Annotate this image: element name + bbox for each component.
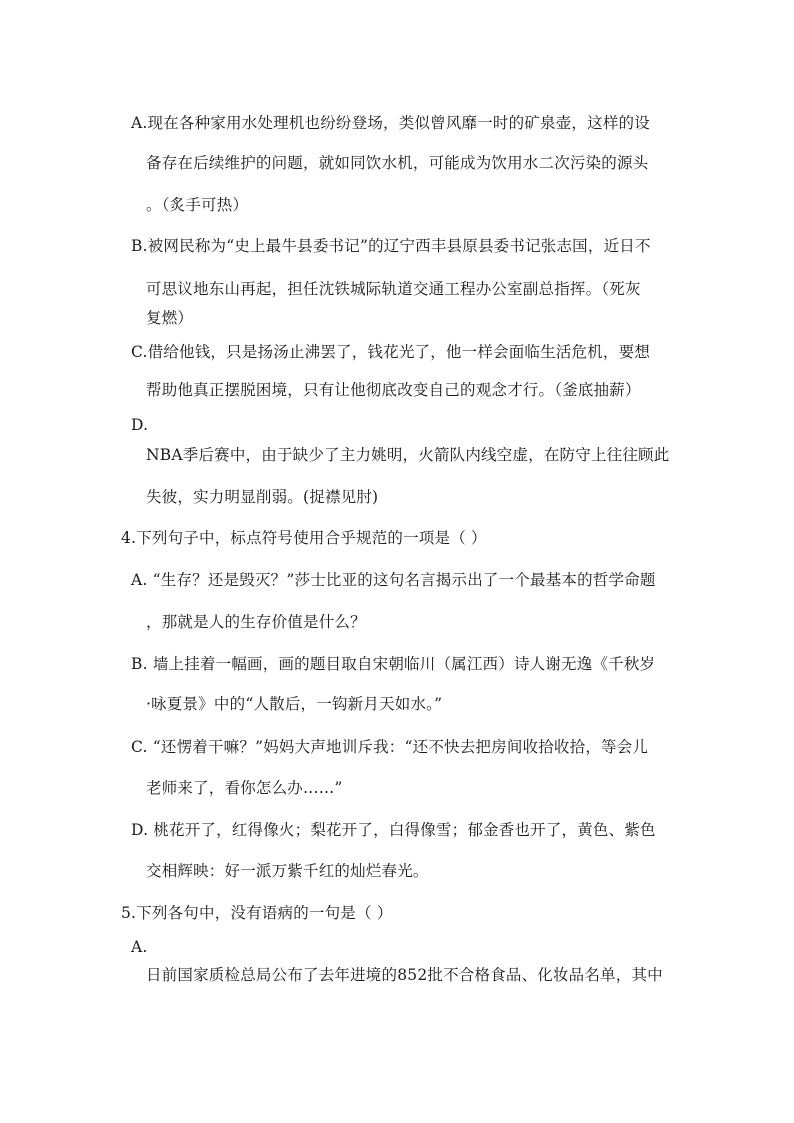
option-b-line-1: B.被网民称为“史上最牛县委书记”的辽宁西丰县原县委书记张志国，近日不: [131, 237, 651, 255]
q4-option-b-line-1: B. 墙上挂着一幅画，画的题目取自宋朝临川（属江西）诗人谢无逸《千秋岁: [131, 655, 656, 673]
question-5-title: 5.下列各句中，没有语病的一句是（ ）: [121, 904, 393, 922]
option-c-line-2: 帮助他真正摆脱困境，只有让他彻底改变自己的观念才行。（釜底抽薪）: [146, 381, 641, 399]
q4-option-a-line-2: ，那就是人的生存价值是什么？: [146, 613, 366, 631]
option-a-line-3: 。（炙手可热）: [146, 196, 249, 214]
option-d-line-2: 失彼，实力明显削弱。(捉襟见肘): [146, 488, 379, 506]
option-d-label: D.: [131, 416, 149, 434]
question-4-title: 4.下列句子中，标点符号使用合乎规范的一项是（ ）: [121, 529, 487, 547]
q4-option-d-line-1: D. 桃花开了，红得像火；梨花开了，白得像雪；郁金香也开了，黄色、紫色: [131, 821, 656, 839]
q5-option-a-label: A.: [131, 938, 148, 956]
option-b-line-3: 复燃）: [146, 309, 194, 327]
q4-option-b-line-2: ·咏夏景》中的“人散后，一钩新月天如水。”: [146, 695, 443, 713]
q4-option-d-line-2: 交相辉映：好一派万紫千红的灿烂春光。: [146, 862, 429, 880]
option-a-line-2: 备存在后续维护的问题，就如同饮水机，可能成为饮用水二次污染的源头: [146, 154, 649, 172]
option-a-line-1: A.现在各种家用水处理机也纷纷登场，类似曾风靡一时的矿泉壶，这样的设: [131, 114, 650, 132]
q4-option-c-line-2: 老师来了，看你怎么办……”: [146, 779, 343, 797]
q4-option-a-line-1: A. “生存？还是毁灭？”莎士比亚的这句名言揭示出了一个最基本的哲学命题: [131, 571, 656, 589]
option-d-line-1: NBA季后赛中，由于缺少了主力姚明，火箭队内线空虚，在防守上往往顾此: [146, 446, 670, 464]
q4-option-c-line-1: C. “还愣着干嘛？”妈妈大声地训斥我：“还不快去把房间收拾收拾，等会儿: [131, 738, 649, 756]
option-b-line-2: 可思议地东山再起，担任沈铁城际轨道交通工程办公室副总指挥。（死灰: [146, 280, 641, 298]
q5-option-a-line-1: 日前国家质检总局公布了去年进境的852批不合格食品、化妆品名单，其中: [146, 966, 663, 984]
option-c-line-1: C.借给他钱，只是扬汤止沸罢了，钱花光了，他一样会面临生活危机，要想: [131, 343, 651, 361]
